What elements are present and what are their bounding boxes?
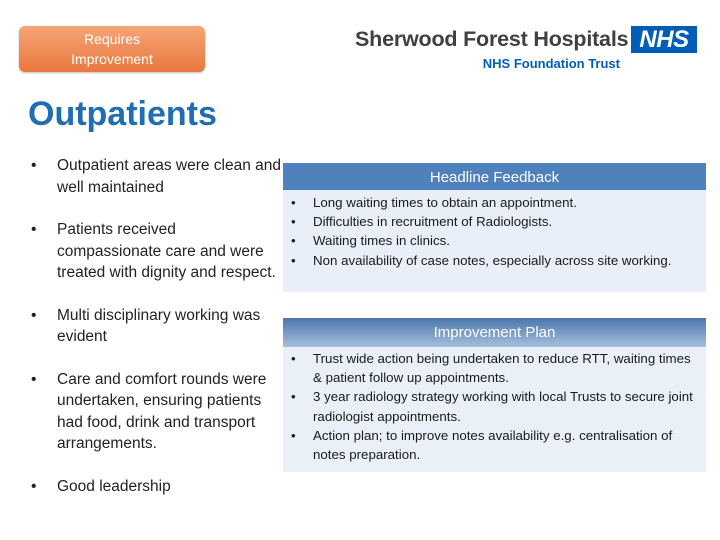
- improvement-plan-panel: [283, 347, 706, 472]
- nhs-trust-logo: [355, 25, 700, 75]
- feedback-item: • Difficulties in recruitment of Radiologists.: [283, 212, 702, 231]
- finding-item: • Outpatient areas were clean and well maintained: [30, 155, 282, 198]
- logo-foundation-trust: NHS Foundation Trust: [482, 56, 620, 71]
- finding-item: • Good leadership: [30, 476, 282, 498]
- headline-feedback-panel: [283, 190, 706, 292]
- headline-feedback-list: [283, 193, 702, 270]
- plan-item: • Action plan; to improve notes availability e.g. centralisation of notes preparation.: [283, 426, 702, 464]
- finding-item: • Care and comfort rounds were undertaken, ensuring patients had food, drink and transport arrangements.: [30, 369, 282, 455]
- findings-list: [30, 155, 282, 497]
- nhs-logo-mark: NHS: [631, 26, 697, 53]
- improvement-plan-header: [283, 318, 706, 347]
- rating-badge-line2: Improvement: [71, 51, 153, 67]
- headline-feedback-title: Headline Feedback: [429, 168, 560, 186]
- improvement-plan-title: Improvement Plan: [433, 324, 556, 341]
- improvement-plan-list: [283, 349, 702, 464]
- feedback-item: • Waiting times in clinics.: [283, 231, 702, 250]
- finding-item: • Patients received compassionate care and were treated with dignity and respect.: [30, 219, 282, 284]
- rating-badge-line1: Requires: [83, 31, 141, 47]
- plan-item: • Trust wide action being undertaken to reduce RTT, waiting times & patient follow up appointments.: [283, 349, 702, 387]
- logo-trust-name: Sherwood Forest Hospitals: [355, 27, 629, 51]
- feedback-item: • Non availability of case notes, especially across site working.: [283, 251, 702, 270]
- finding-item: • Multi disciplinary working was evident: [30, 305, 282, 348]
- feedback-item: • Long waiting times to obtain an appointment.: [283, 193, 702, 212]
- rating-badge: [19, 26, 205, 72]
- plan-item: • 3 year radiology strategy working with local Trusts to secure joint radiologist appointments.: [283, 387, 702, 425]
- headline-feedback-header: [283, 162, 706, 191]
- page-title: Outpatients: [28, 95, 217, 133]
